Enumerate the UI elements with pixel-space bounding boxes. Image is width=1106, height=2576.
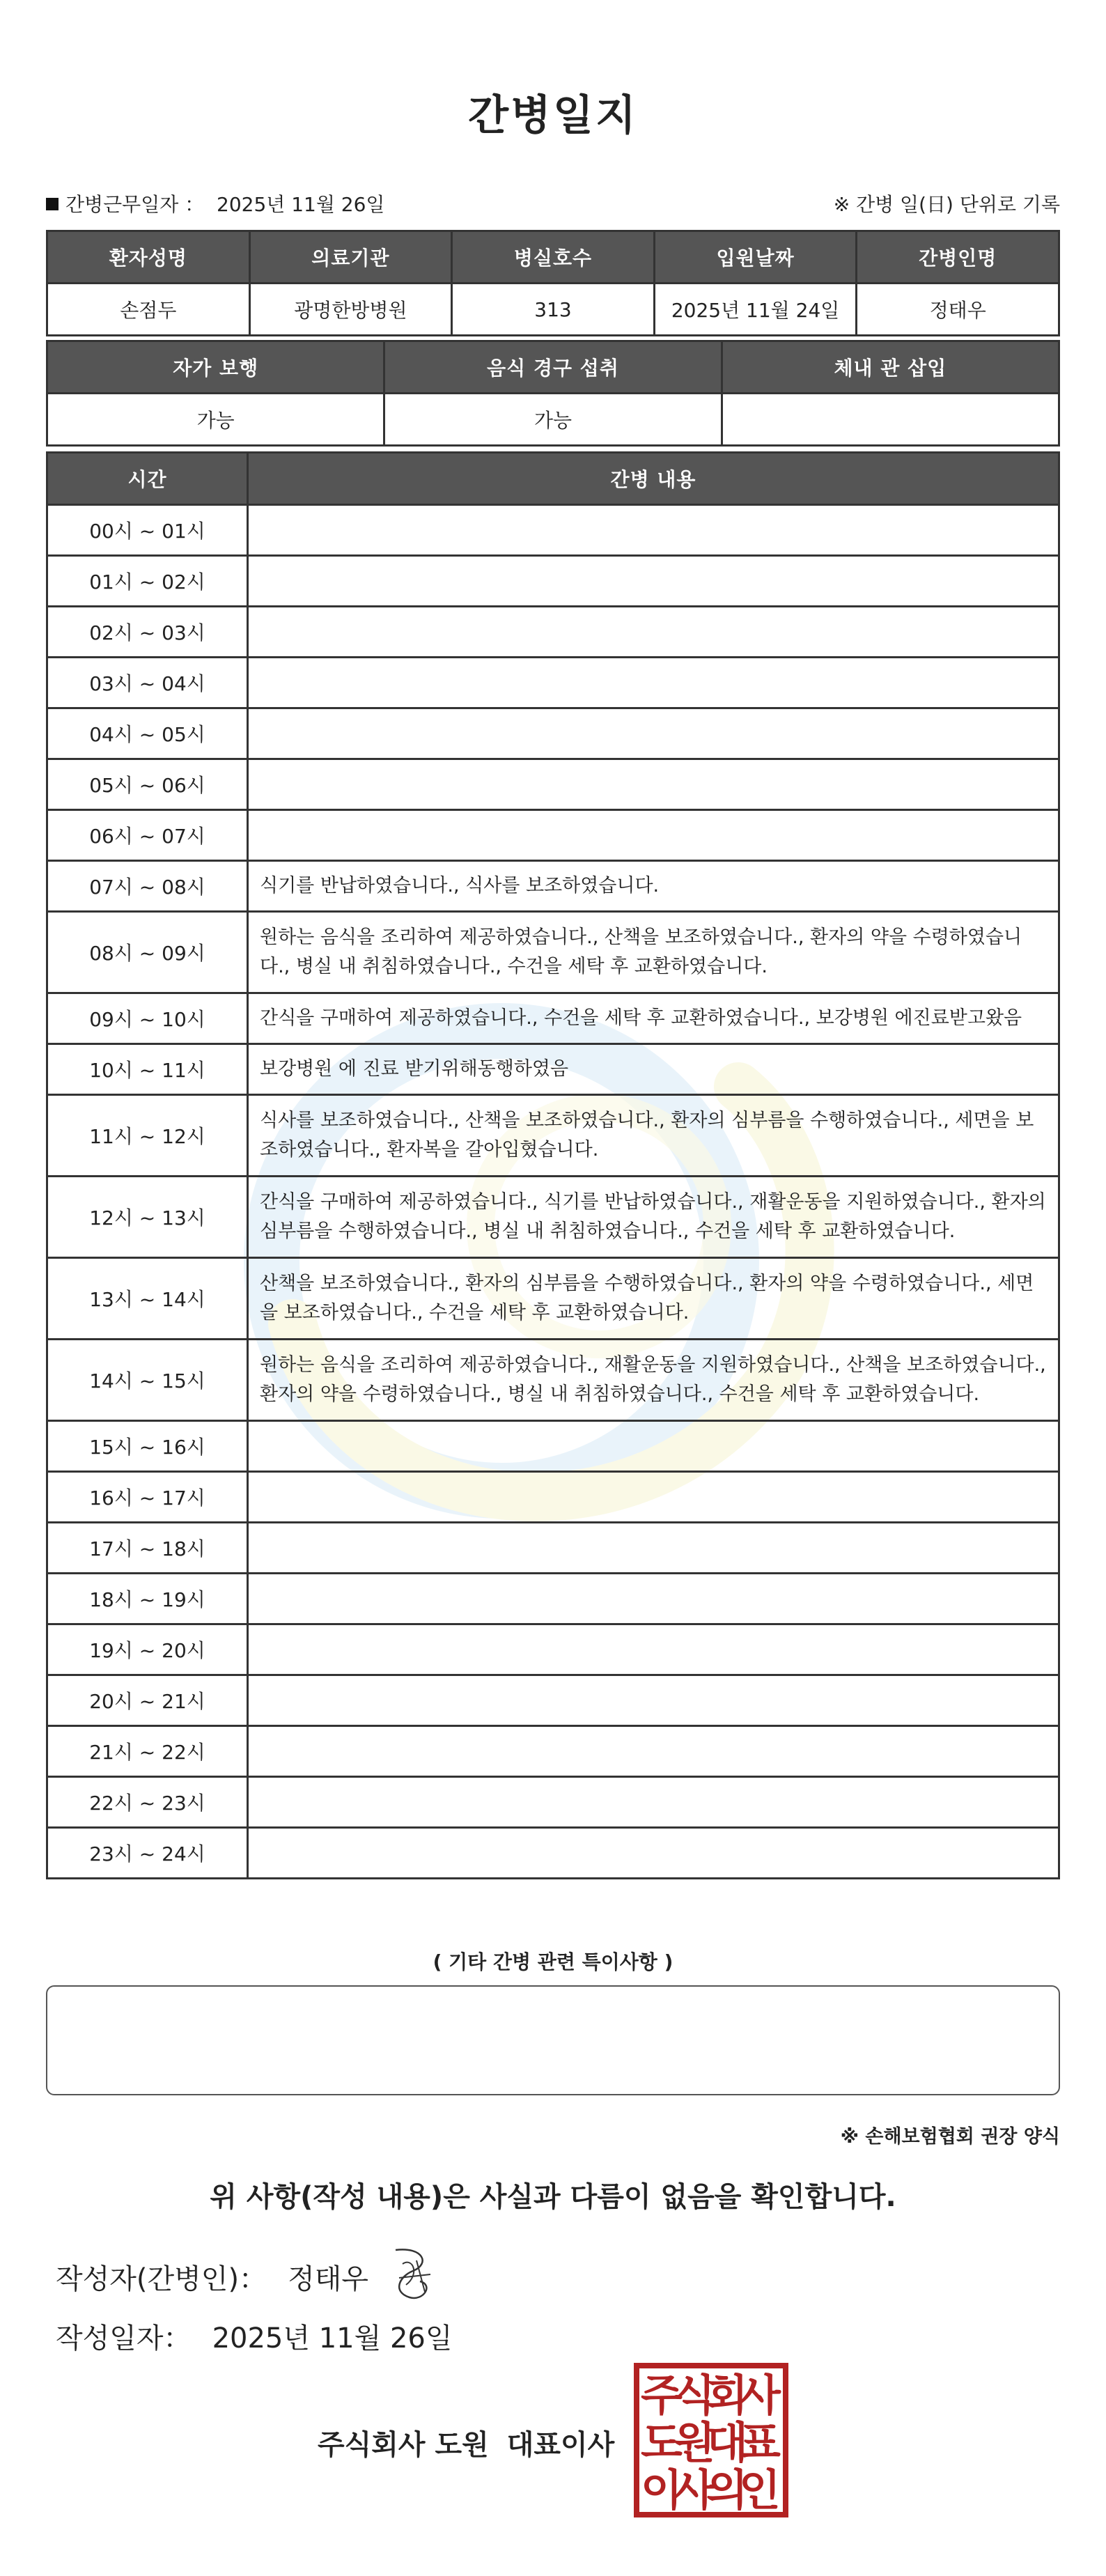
svg-text:주: 주 — [641, 2370, 683, 2421]
log-content — [248, 556, 1059, 607]
log-content — [248, 1828, 1059, 1879]
header-admission-date: 입원날짜 — [654, 231, 857, 284]
log-time: 22시 ~ 23시 — [47, 1777, 248, 1828]
svg-text:원: 원 — [673, 2417, 715, 2468]
admission-date: 2025년 11월 24일 — [654, 284, 857, 336]
write-date-value: 2025년 11월 26일 — [212, 2322, 453, 2354]
log-row — [47, 1523, 1059, 1574]
log-time: 00시 ~ 01시 — [47, 505, 248, 556]
header-tube-insertion: 체내 관 삽입 — [722, 341, 1059, 394]
tube-insertion-value — [722, 394, 1059, 446]
svg-text:도: 도 — [641, 2417, 683, 2468]
log-content — [248, 1421, 1059, 1472]
work-date-label: 간병근무일자 ： — [65, 193, 205, 216]
patient-info-table — [46, 230, 1060, 336]
log-content: 식기를 반납하였습니다., 식사를 보조하였습니다. — [248, 861, 1059, 912]
log-row — [47, 658, 1059, 708]
log-time: 14시 ~ 15시 — [47, 1340, 248, 1421]
log-time: 13시 ~ 14시 — [47, 1258, 248, 1340]
log-row — [47, 861, 1059, 912]
log-content — [248, 1675, 1059, 1726]
log-time: 07시 ~ 08시 — [47, 861, 248, 912]
recommended-form-note: ※ 손해보험협회 권장 양식 — [840, 2126, 1060, 2148]
log-time: 12시 ~ 13시 — [47, 1177, 248, 1258]
log-row — [47, 1777, 1059, 1828]
log-row — [47, 1726, 1059, 1777]
log-row — [47, 1258, 1059, 1340]
log-row — [47, 993, 1059, 1044]
room-number: 313 — [452, 284, 655, 336]
log-content: 원하는 음식을 조리하여 제공하였습니다., 산책을 보조하였습니다., 환자의 약을 수령하였습니다., 병실 내 취침하였습니다., 수건을 세탁 후 교환하였습니다. — [248, 912, 1059, 993]
write-date-label: 작성일자： — [56, 2322, 192, 2354]
log-content — [248, 1574, 1059, 1624]
log-time: 01시 ~ 02시 — [47, 556, 248, 607]
special-notes-title: ( 기타 간병 관련 특이사항 ) — [433, 1950, 673, 1973]
log-time: 11시 ~ 12시 — [47, 1095, 248, 1177]
log-row — [47, 1574, 1059, 1624]
log-content — [248, 505, 1059, 556]
log-row — [47, 912, 1059, 993]
header-patient-name: 환자성명 — [47, 231, 250, 284]
confirmation-statement: 위 사항(작성 내용)은 사실과 다름이 없음을 확인합니다. — [210, 2181, 896, 2213]
svg-text:식: 식 — [673, 2370, 715, 2421]
hourly-care-log-table — [46, 451, 1060, 1879]
self-walking-value: 가능 — [47, 394, 384, 446]
log-time: 10시 ~ 11시 — [47, 1044, 248, 1095]
log-content — [248, 1472, 1059, 1523]
special-notes-box — [46, 1985, 1060, 2095]
log-content — [248, 1523, 1059, 1574]
writer-line — [56, 2257, 368, 2297]
log-content: 식사를 보조하였습니다., 산책을 보조하였습니다., 환자의 심부름을 수행하였습니다., 세면을 보조하였습니다., 환자복을 갈아입혔습니다. — [248, 1095, 1059, 1177]
log-row — [47, 1095, 1059, 1177]
svg-text:의: 의 — [706, 2465, 748, 2515]
log-content — [248, 1624, 1059, 1675]
hospital-name: 광명한방병원 — [249, 284, 452, 336]
header-care-content: 간병 내용 — [248, 453, 1059, 505]
record-unit-note: ※ 간병 일(日) 단위로 기록 — [833, 193, 1060, 216]
patient-name: 손점두 — [47, 284, 250, 336]
log-row — [47, 810, 1059, 861]
log-row — [47, 1472, 1059, 1523]
log-time: 21시 ~ 22시 — [47, 1726, 248, 1777]
work-date-value: 2025년 11월 26일 — [217, 193, 385, 216]
log-row — [47, 1340, 1059, 1421]
log-time: 17시 ~ 18시 — [47, 1523, 248, 1574]
log-time: 05시 ~ 06시 — [47, 759, 248, 810]
svg-text:회: 회 — [706, 2370, 748, 2421]
log-row — [47, 607, 1059, 658]
company-name: 주식회사 도원 — [318, 2429, 489, 2461]
log-row — [47, 759, 1059, 810]
log-row — [47, 708, 1059, 759]
log-content — [248, 607, 1059, 658]
company-seal-icon — [634, 2363, 788, 2517]
log-time: 15시 ~ 16시 — [47, 1421, 248, 1472]
oral-intake-value: 가능 — [384, 394, 722, 446]
document-title: 간병일지 — [468, 91, 638, 140]
log-time: 03시 ~ 04시 — [47, 658, 248, 708]
header-time: 시간 — [47, 453, 248, 505]
log-time: 02시 ~ 03시 — [47, 607, 248, 658]
log-row — [47, 556, 1059, 607]
svg-text:이: 이 — [641, 2465, 683, 2515]
log-content — [248, 1777, 1059, 1828]
header-oral-intake: 음식 경구 섭취 — [384, 341, 722, 394]
log-time: 06시 ~ 07시 — [47, 810, 248, 861]
log-content — [248, 810, 1059, 861]
log-row — [47, 1828, 1059, 1879]
log-row — [47, 1044, 1059, 1095]
svg-text:표: 표 — [739, 2417, 781, 2468]
log-row — [47, 1177, 1059, 1258]
log-row — [47, 1421, 1059, 1472]
log-row — [47, 1675, 1059, 1726]
log-time: 19시 ~ 20시 — [47, 1624, 248, 1675]
svg-text:사: 사 — [673, 2465, 715, 2515]
log-time: 18시 ~ 19시 — [47, 1574, 248, 1624]
log-row — [47, 505, 1059, 556]
patient-ability-table — [46, 340, 1060, 447]
log-content — [248, 759, 1059, 810]
header-caregiver-name: 간병인명 — [857, 231, 1059, 284]
signature-icon — [382, 2243, 444, 2306]
log-content: 원하는 음식을 조리하여 제공하였습니다., 재활운동을 지원하였습니다., 산책을 보조하였습니다., 환자의 약을 수령하였습니다., 병실 내 취침하였습니다., 수건을 세탁 후 교환하였습니다. — [248, 1340, 1059, 1421]
svg-text:인: 인 — [739, 2465, 781, 2515]
log-time: 20시 ~ 21시 — [47, 1675, 248, 1726]
log-time: 08시 ~ 09시 — [47, 912, 248, 993]
company-signatory — [318, 2423, 614, 2462]
header-self-walking: 자가 보행 — [47, 341, 384, 394]
log-time: 09시 ~ 10시 — [47, 993, 248, 1044]
svg-text:대: 대 — [706, 2417, 748, 2468]
write-date-line — [56, 2316, 453, 2356]
writer-name: 정태우 — [288, 2263, 368, 2295]
svg-text:사: 사 — [739, 2370, 781, 2421]
writer-label: 작성자(간병인)： — [56, 2263, 267, 2295]
log-time: 04시 ~ 05시 — [47, 708, 248, 759]
log-content: 간식을 구매하여 제공하였습니다., 수건을 세탁 후 교환하였습니다., 보강병원 에진료받고왔음 — [248, 993, 1059, 1044]
log-row — [47, 1624, 1059, 1675]
log-content — [248, 1726, 1059, 1777]
log-content: 간식을 구매하여 제공하였습니다., 식기를 반납하였습니다., 재활운동을 지원하였습니다., 환자의 심부름을 수행하였습니다., 병실 내 취침하였습니다., 수건을 세탁 후 교환하였습니다. — [248, 1177, 1059, 1258]
log-time: 23시 ~ 24시 — [47, 1828, 248, 1879]
log-time: 16시 ~ 17시 — [47, 1472, 248, 1523]
log-content: 산책을 보조하였습니다., 환자의 심부름을 수행하였습니다., 환자의 약을 수령하였습니다., 세면을 보조하였습니다., 수건을 세탁 후 교환하였습니다. — [248, 1258, 1059, 1340]
work-date-line — [46, 189, 384, 217]
square-bullet-icon — [46, 198, 59, 210]
company-role: 대표이사 — [506, 2429, 615, 2461]
header-hospital: 의료기관 — [249, 231, 452, 284]
log-content — [248, 658, 1059, 708]
log-content: 보강병원 에 진료 받기위해동행하였음 — [248, 1044, 1059, 1095]
header-room-number: 병실호수 — [452, 231, 655, 284]
log-content — [248, 708, 1059, 759]
caregiver-name: 정태우 — [857, 284, 1059, 336]
